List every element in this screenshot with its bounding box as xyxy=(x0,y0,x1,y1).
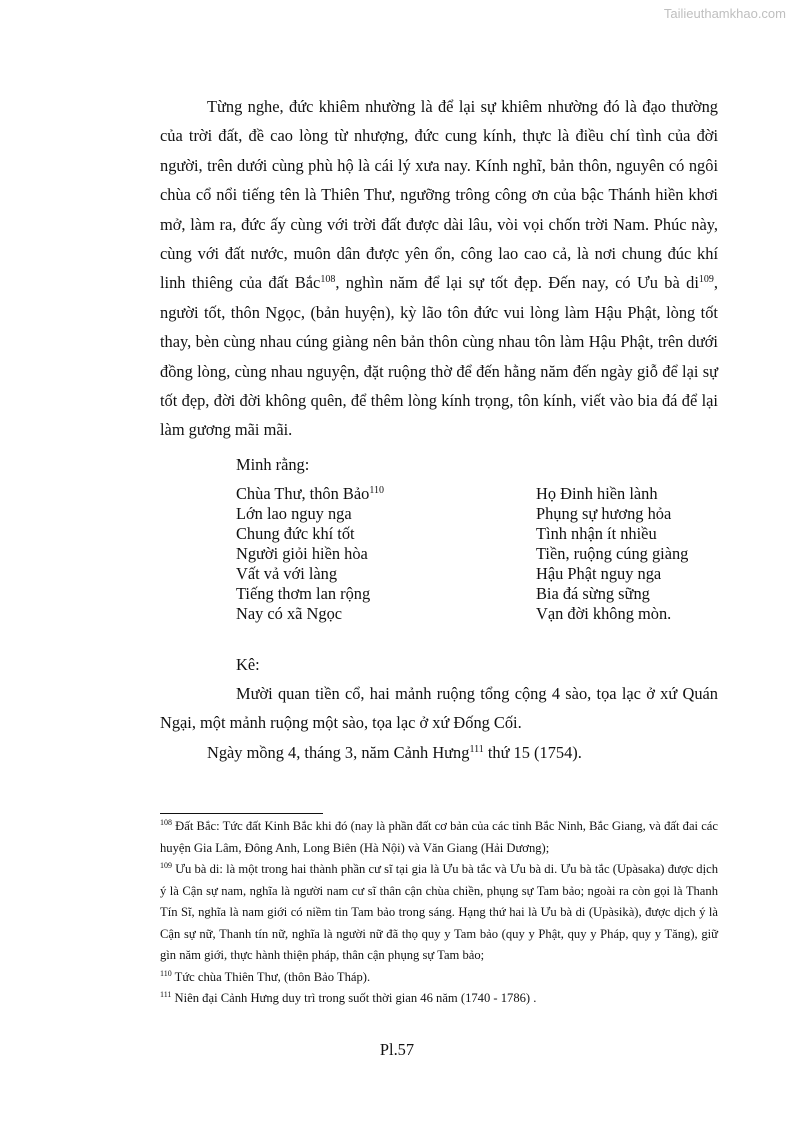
footnotes xyxy=(160,816,718,1010)
footnote-separator xyxy=(160,813,323,814)
poem-left-text: Chùa Thư, thôn Bảo xyxy=(236,484,370,503)
poem-left-line: Tiếng thơm lan rộng xyxy=(236,584,371,603)
paragraph-1 xyxy=(160,92,718,445)
poem-left-line: Người giỏi hiền hòa xyxy=(236,544,368,563)
date-text-after: thứ 15 (1754). xyxy=(483,743,582,762)
poem-left-line: Chung đức khí tốt xyxy=(236,524,355,543)
footnote-number: 108 xyxy=(160,818,172,827)
ke-text: Mười quan tiền cổ, hai mảnh ruộng tổng cộng 4 sào, tọa lạc ở xứ Quán Ngại, một mảnh ruộng một sào, tọa lạc ở xứ Đống Cối. xyxy=(160,684,718,733)
ke-paragraph xyxy=(160,679,718,738)
minh-heading: Minh rằng: xyxy=(236,455,310,474)
poem-row xyxy=(236,544,696,564)
ke-heading: Kê: xyxy=(236,655,260,674)
footnote-108 xyxy=(160,816,718,859)
poem-right-line: Hậu Phật nguy nga xyxy=(536,564,662,583)
poem-right-line: Họ Đinh hiền lành xyxy=(536,484,658,503)
poem-right-line: Tiền, ruộng cúng giàng xyxy=(536,544,689,563)
poem-left-line: Vất vả với làng xyxy=(236,564,338,583)
poem-right-line: Vạn đời không mòn. xyxy=(536,604,672,623)
minh-poem xyxy=(236,484,696,624)
footnote-111 xyxy=(160,988,718,1010)
poem-row xyxy=(236,484,696,504)
page-number: Pl.57 xyxy=(379,1040,415,1059)
footnote-text: Tức chùa Thiên Thư, (thôn Bảo Tháp). xyxy=(171,969,371,984)
poem-row xyxy=(236,564,696,584)
poem-row xyxy=(236,604,696,624)
poem-right-line: Tình nhận ít nhiều xyxy=(536,524,657,543)
paragraph-1-part-c: , người tốt, thôn Ngọc, (bản huyện), kỳ lão tôn đức vui lòng làm Hậu Phật, lòng tốt thay, bèn cùng nhau cúng giàng nên bản thôn cùng nhau tôn làm Hậu Phật, trên dưới đồng lòng, cùng nhau nguyện, đặt ruộng thờ để đến hằng năm đến ngày giỗ để lại sự tốt đẹp, đời đời không quên, để thêm lòng kính trọng, tôn kính, viết vào bia đá để lại làm gương mãi mãi. xyxy=(160,273,719,440)
poem-row xyxy=(236,504,696,524)
paragraph-1-part-b: , nghìn năm để lại sự tốt đẹp. Đến nay, có Ưu bà di xyxy=(335,273,699,293)
poem-left-line: Nay có xã Ngọc xyxy=(236,604,343,623)
footnote-109 xyxy=(160,859,718,967)
poem-left-line: Lớn lao nguy nga xyxy=(236,504,352,523)
footnote-ref-110: 110 xyxy=(369,485,384,496)
poem-row xyxy=(236,524,696,544)
footnote-ref-111: 111 xyxy=(469,744,484,755)
footnote-number: 110 xyxy=(160,968,172,978)
footnote-number: 109 xyxy=(160,861,172,870)
paragraph-1-part-a: Từng nghe, đức khiêm nhường là để lại sự khiêm nhường đó là đạo thường của trời đất, đề cao lòng từ nhượng, đức cung kính, thực là điều chí tình của đời người, trên dưới cùng phù hộ là cái lý xưa nay. Kính nghĩ, bản thôn, nguyên có ngôi chùa cổ nổi tiếng tên là Thiên Thư, ngưỡng trông công ơn của bậc Thánh hiền khơi mở, làm ra, đức ấy cùng với trời đất được dài lâu, vòi vọi chốn trời Nam. Phúc này, cùng với đất nước, muôn dân được yên ổn, công lao cao cả, là nơi chung đúc khí linh thiêng của đất Bắc xyxy=(160,97,718,293)
footnote-text: Đất Bắc: Tức đất Kinh Bắc khi đó (nay là phần đất cơ bản của các tỉnh Bắc Ninh, Bắc Giang, và đất đai các huyện Gia Lâm, Đông Anh, Long Biên (Hà Nội) và Văn Giang (Hải Dương); xyxy=(160,819,718,855)
watermark-text: Tailieuthamkhao.com xyxy=(663,6,786,21)
footnote-ref-108: 108 xyxy=(320,274,336,286)
footnote-number: 111 xyxy=(160,990,172,999)
main-paragraph xyxy=(160,92,718,445)
poem-right-line: Bia đá sừng sững xyxy=(536,584,650,603)
footnote-110 xyxy=(160,967,718,989)
poem-left-line xyxy=(236,484,536,504)
footnote-text: Niên đại Cảnh Hưng duy trì trong suốt thời gian 46 năm (1740 - 1786) . xyxy=(171,991,537,1005)
poem-right-line: Phụng sự hương hỏa xyxy=(536,504,672,523)
footnote-ref-109: 109 xyxy=(698,274,714,286)
date-text-before: Ngày mồng 4, tháng 3, năm Cảnh Hưng xyxy=(207,743,470,762)
footnote-text: Ưu bà di: là một trong hai thành phần cư sĩ tại gia là Ưu bà tắc và Ưu bà di. Ưu bà tắc (Upàsaka) được dịch ý là Cận sự nam, nghĩa là người nam cư sĩ thân cận chùa chiền, phụng sự Tam bảo; ngoài ra còn gọi là Thanh Tín Sĩ, nghĩa là nam giới có niềm tin Tam bảo trong sáng. Hạng thứ hai là Ưu bà di (Upàsikà), được dịch ý là Cận sự nữ, Thanh tín nữ, nghĩa là người nữ đã thọ quy y Tam bảo (quy y Phật, quy y Pháp, quy y Tăng), giữ gìn năm giới, thực hành thiện pháp, thân cận phụng sự Tam bảo; xyxy=(160,862,718,962)
date-line xyxy=(207,738,582,767)
poem-row xyxy=(236,584,696,604)
